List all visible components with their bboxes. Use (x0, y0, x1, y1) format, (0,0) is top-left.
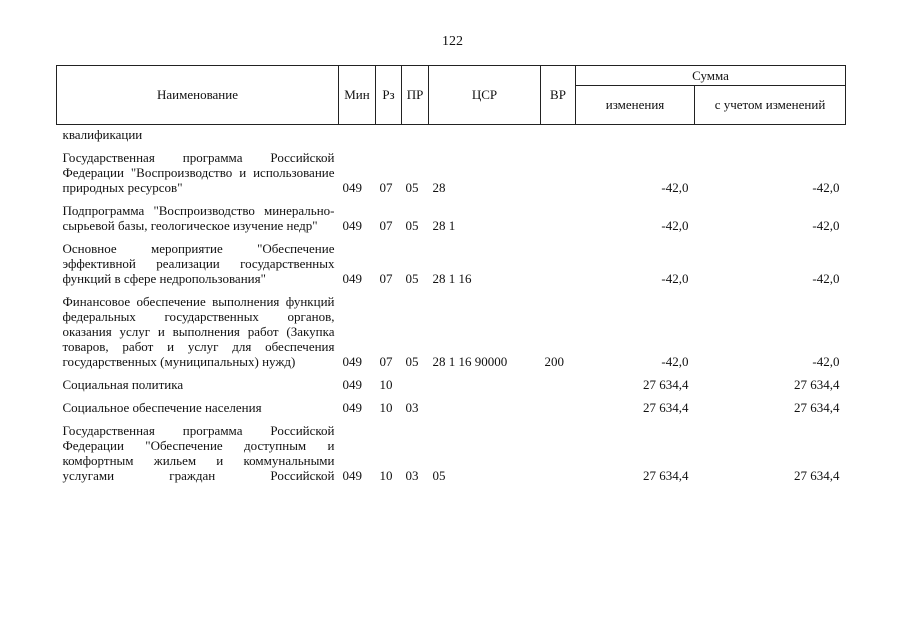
row-with-change: 27 634,4 (794, 400, 840, 415)
row-change: -42,0 (661, 218, 689, 233)
row-with-change: -42,0 (812, 271, 840, 286)
row-min: 049 (342, 377, 362, 392)
row-min: 049 (342, 180, 362, 195)
row-vr (541, 423, 576, 483)
continuation-text: квалификации (62, 127, 143, 142)
row-rz: 07 (379, 271, 393, 286)
header-name: Наименование (57, 66, 339, 125)
row-csr: 28 1 (432, 218, 456, 233)
table-row (57, 423, 846, 483)
row-pr (402, 377, 429, 392)
row-change: 27 634,4 (643, 468, 689, 483)
row-rz: 07 (379, 218, 393, 233)
header-change: изменения (576, 86, 695, 125)
row-change: -42,0 (661, 180, 689, 195)
row-with-change: 27 634,4 (794, 377, 840, 392)
row-pr: 05 (405, 180, 419, 195)
row-change: 27 634,4 (643, 377, 689, 392)
table-row (57, 294, 846, 369)
row-name: Подпрограмма "Воспроизводство минерально-сырьевой базы, геологическое изучение недр" (62, 203, 335, 233)
row-with-change: -42,0 (812, 180, 840, 195)
row-rz: 10 (379, 468, 393, 483)
table-row (57, 241, 846, 286)
row-name: Основное мероприятие "Обеспечение эффективной реализации государственных функций в сфере недропользования" (62, 241, 335, 286)
row-csr (429, 377, 541, 392)
row-vr (541, 203, 576, 233)
row-csr: 28 (432, 180, 446, 195)
row-pr: 05 (405, 271, 419, 286)
table-body (57, 125, 846, 484)
row-pr: 03 (405, 468, 419, 483)
row-pr: 05 (405, 218, 419, 233)
row-change: -42,0 (661, 271, 689, 286)
header-rz: Рз (376, 66, 402, 125)
budget-table (56, 65, 846, 483)
row-min: 049 (342, 468, 362, 483)
page-number: 122 (442, 34, 463, 49)
table-row (57, 150, 846, 195)
row-csr: 28 1 16 90000 (432, 354, 508, 369)
row-with-change: -42,0 (812, 354, 840, 369)
row-vr (541, 150, 576, 195)
row-name: Государственная программа Российской Федерации "Воспроизводство и использование природных ресурсов" (62, 150, 335, 195)
table-row (57, 377, 846, 392)
table-header (57, 66, 846, 125)
row-rz: 07 (379, 354, 393, 369)
header-pr: ПР (402, 66, 429, 125)
table-row (57, 400, 846, 415)
header-sum: Сумма (576, 66, 846, 86)
row-name: Государственная программа Российской Федерации "Обеспечение доступным и комфортным жильем и коммунальными услугами граждан Российской (62, 423, 335, 483)
row-min: 049 (342, 354, 362, 369)
row-name: Социальная политика (62, 377, 184, 392)
row-csr: 05 (432, 468, 446, 483)
row-pr: 03 (405, 400, 419, 415)
row-with-change: -42,0 (812, 218, 840, 233)
row-with-change: 27 634,4 (794, 468, 840, 483)
row-pr: 05 (405, 354, 419, 369)
row-csr (429, 400, 541, 415)
row-change: -42,0 (661, 354, 689, 369)
row-name: Финансовое обеспечение выполнения функций федеральных государственных органов, оказания услуг и выполнения работ (Закупка товаров, работ и услуг для обеспечения государственных (муниципальных) нужд) (62, 294, 335, 369)
row-rz: 07 (379, 180, 393, 195)
row-min: 049 (342, 218, 362, 233)
row-change: 27 634,4 (643, 400, 689, 415)
header-min: Мин (339, 66, 376, 125)
table-row (57, 203, 846, 233)
row-vr: 200 (544, 354, 564, 369)
row-csr: 28 1 16 (432, 271, 472, 286)
header-with-change: с учетом изменений (695, 86, 846, 125)
row-min: 049 (342, 400, 362, 415)
row-rz: 10 (379, 400, 393, 415)
row-vr (541, 400, 576, 415)
header-vr: ВР (541, 66, 576, 125)
row-vr (541, 241, 576, 286)
row-rz: 10 (379, 377, 393, 392)
row-vr (541, 377, 576, 392)
header-csr: ЦСР (429, 66, 541, 125)
row-min: 049 (342, 271, 362, 286)
row-name: Социальное обеспечение населения (62, 400, 262, 415)
